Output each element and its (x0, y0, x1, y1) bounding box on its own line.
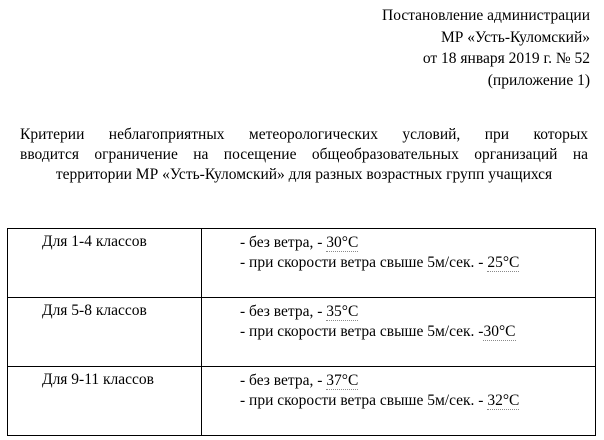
no-wind-label: - без ветра, - (240, 372, 327, 389)
grade-group-cell: Для 9-11 классов (8, 367, 202, 436)
header-line-decree: Постановление администрации (382, 7, 590, 24)
title-line-1: Критерии неблагоприятных метеорологических условий, при которых (20, 126, 588, 143)
title-line-2: вводится ограничение на посещение общеобразовательных организаций на (20, 146, 588, 163)
wind-temperature: 25°С (487, 254, 520, 271)
no-wind-label: - без ветра, - (240, 303, 327, 320)
wind-label: - при скорости ветра свыше 5м/сек. - (240, 254, 488, 271)
header-line-district: МР «Усть-Куломский» (440, 28, 590, 46)
wind-condition (240, 391, 595, 411)
criteria-table (7, 228, 596, 436)
no-wind-temperature: 37°С (326, 372, 359, 389)
no-wind-condition (240, 371, 595, 391)
header-line-date-number: от 18 января 2019 г. № 52 (422, 50, 590, 67)
grade-group-cell: Для 1-4 классов (8, 229, 202, 298)
grade-group-cell: Для 5-8 классов (8, 298, 202, 367)
no-wind-temperature: 35°С (326, 303, 359, 320)
table-row (8, 367, 596, 436)
wind-label: - при скорости ветра свыше 5м/сек. - (240, 392, 488, 409)
conditions-cell (202, 229, 596, 298)
wind-label: - при скорости ветра свыше 5м/сек. - (240, 323, 484, 340)
no-wind-temperature: 30°С (326, 234, 359, 251)
conditions-cell (202, 298, 596, 367)
table-row (8, 229, 596, 298)
no-wind-label: - без ветра, - (240, 234, 327, 251)
conditions-cell (202, 367, 596, 436)
document-header (382, 5, 590, 91)
table-row (8, 298, 596, 367)
wind-condition (240, 253, 595, 273)
wind-condition (240, 322, 595, 342)
document-title (20, 125, 588, 185)
title-line-3: территории МР «Усть-Куломский» для разных возрастных групп учащихся (55, 166, 553, 183)
wind-temperature: 32°С (487, 392, 520, 409)
wind-temperature: 30°С (483, 323, 516, 340)
no-wind-condition (240, 302, 595, 322)
header-line-appendix: (приложение 1) (487, 71, 590, 89)
no-wind-condition (240, 233, 595, 253)
